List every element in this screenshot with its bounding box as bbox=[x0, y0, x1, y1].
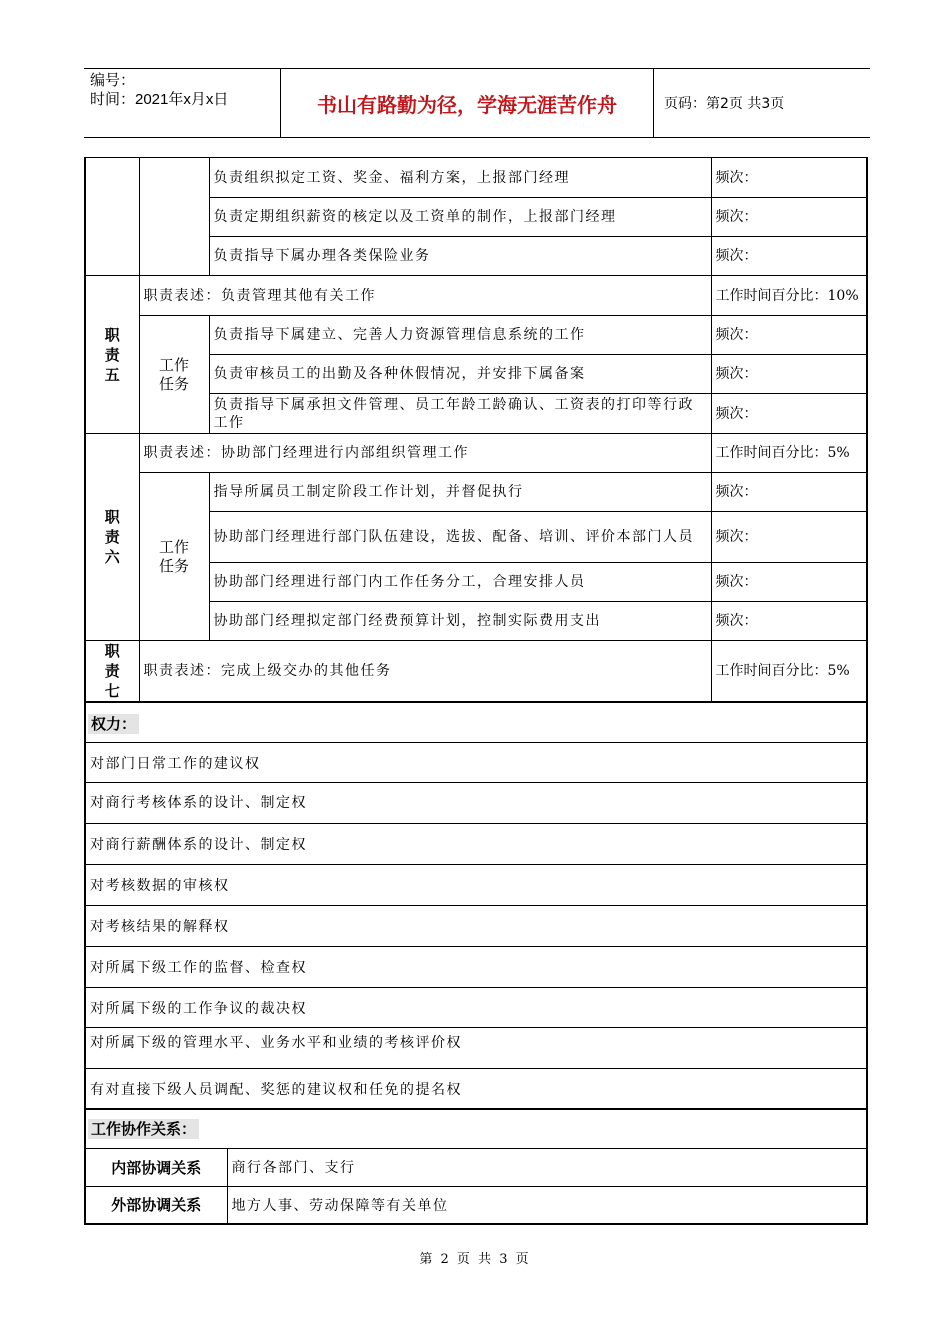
frequency-cell: 频次： bbox=[711, 473, 867, 512]
power-item: 对部门日常工作的建议权 bbox=[85, 743, 867, 783]
power-item: 有对直接下级人员调配、奖惩的建议权和任免的提名权 bbox=[85, 1069, 867, 1109]
duty5-title bbox=[85, 276, 139, 434]
duty7-percent: 工作时间百分比：5% bbox=[711, 641, 867, 703]
header-motto: 书山有路勤为径，学海无涯苦作舟 bbox=[281, 69, 654, 137]
task-cell: 负责定期组织薪资的核定以及工资单的制作，上报部门经理 bbox=[209, 198, 711, 237]
frequency-cell: 频次： bbox=[711, 602, 867, 641]
power-item: 对所属下级的管理水平、业务水平和业绩的考核评价权 bbox=[85, 1028, 867, 1069]
task-cell: 协助部门经理进行部门内工作任务分工，合理安排人员 bbox=[209, 563, 711, 602]
frequency-cell: 频次： bbox=[711, 355, 867, 394]
duty5-title-text: 职责五 bbox=[104, 325, 120, 384]
powers-table bbox=[84, 702, 868, 1109]
power-item: 对商行考核体系的设计、制定权 bbox=[85, 783, 867, 824]
page-footer: 第 2 页 共 3 页 bbox=[419, 1252, 531, 1267]
task-cell: 负责审核员工的出勤及各种休假情况，并安排下属备案 bbox=[209, 355, 711, 394]
duty7-title-text: 职责七 bbox=[104, 642, 120, 700]
duty5-percent: 工作时间百分比：10% bbox=[711, 276, 867, 316]
duty6-task-label bbox=[139, 473, 209, 641]
internal-relation-value: 商行各部门、支行 bbox=[227, 1148, 867, 1186]
duty6-title-text: 职责六 bbox=[104, 508, 120, 566]
collaboration-table bbox=[84, 1108, 868, 1225]
task-cell: 负责指导下属办理各类保险业务 bbox=[209, 237, 711, 276]
document-number-label: 编号： bbox=[90, 72, 136, 89]
header-meta bbox=[84, 69, 281, 137]
duty5-statement: 职责表述：负责管理其他有关工作 bbox=[139, 276, 711, 316]
frequency-cell: 频次： bbox=[711, 512, 867, 563]
external-relation-label: 外部协调关系 bbox=[85, 1186, 227, 1224]
duty7-title bbox=[85, 641, 139, 703]
duty5-task-label-text: 工作任务 bbox=[158, 355, 189, 393]
duty6-task-label-text: 工作任务 bbox=[158, 537, 189, 575]
external-relation-value: 地方人事、劳动保障等有关单位 bbox=[227, 1186, 867, 1224]
duty5-task-label bbox=[139, 316, 209, 434]
frequency-cell: 频次： bbox=[711, 158, 867, 198]
power-item: 对考核结果的解释权 bbox=[85, 906, 867, 947]
power-item: 对商行薪酬体系的设计、制定权 bbox=[85, 824, 867, 865]
duty6-statement: 职责表述：协助部门经理进行内部组织管理工作 bbox=[139, 434, 711, 473]
document-date: 时间：2021年x月x日 bbox=[90, 91, 229, 108]
powers-heading-cell bbox=[85, 703, 867, 743]
collaboration-heading: 工作协作关系： bbox=[88, 1119, 199, 1139]
collaboration-heading-cell bbox=[85, 1109, 867, 1148]
duty6-title bbox=[85, 434, 139, 641]
duty-cont-sub bbox=[139, 158, 209, 276]
frequency-cell: 频次： bbox=[711, 316, 867, 355]
task-cell: 负责指导下属承担文件管理、员工年龄工龄确认、工资表的打印等行政工作 bbox=[209, 394, 711, 434]
internal-relation-label: 内部协调关系 bbox=[85, 1148, 227, 1186]
duty-cont-title bbox=[85, 158, 139, 276]
page-header bbox=[84, 68, 870, 138]
duty6-percent: 工作时间百分比：5% bbox=[711, 434, 867, 473]
powers-heading: 权力： bbox=[88, 714, 139, 734]
duties-table bbox=[84, 157, 868, 703]
power-item: 对所属下级工作的监督、检查权 bbox=[85, 947, 867, 988]
frequency-cell: 频次： bbox=[711, 563, 867, 602]
power-item: 对所属下级的工作争议的裁决权 bbox=[85, 988, 867, 1028]
task-cell: 协助部门经理拟定部门经费预算计划，控制实际费用支出 bbox=[209, 602, 711, 641]
frequency-cell: 频次： bbox=[711, 237, 867, 276]
header-page-info: 页码：第2页 共3页 bbox=[664, 96, 785, 112]
duty7-statement: 职责表述：完成上级交办的其他任务 bbox=[139, 641, 711, 703]
power-item: 对考核数据的审核权 bbox=[85, 865, 867, 906]
task-cell: 协助部门经理进行部门队伍建设，选拔、配备、培训、评价本部门人员 bbox=[209, 512, 711, 563]
frequency-cell: 频次： bbox=[711, 198, 867, 237]
task-cell: 负责组织拟定工资、奖金、福利方案，上报部门经理 bbox=[209, 158, 711, 198]
task-cell: 指导所属员工制定阶段工作计划，并督促执行 bbox=[209, 473, 711, 512]
task-cell: 负责指导下属建立、完善人力资源管理信息系统的工作 bbox=[209, 316, 711, 355]
frequency-cell: 频次： bbox=[711, 394, 867, 434]
